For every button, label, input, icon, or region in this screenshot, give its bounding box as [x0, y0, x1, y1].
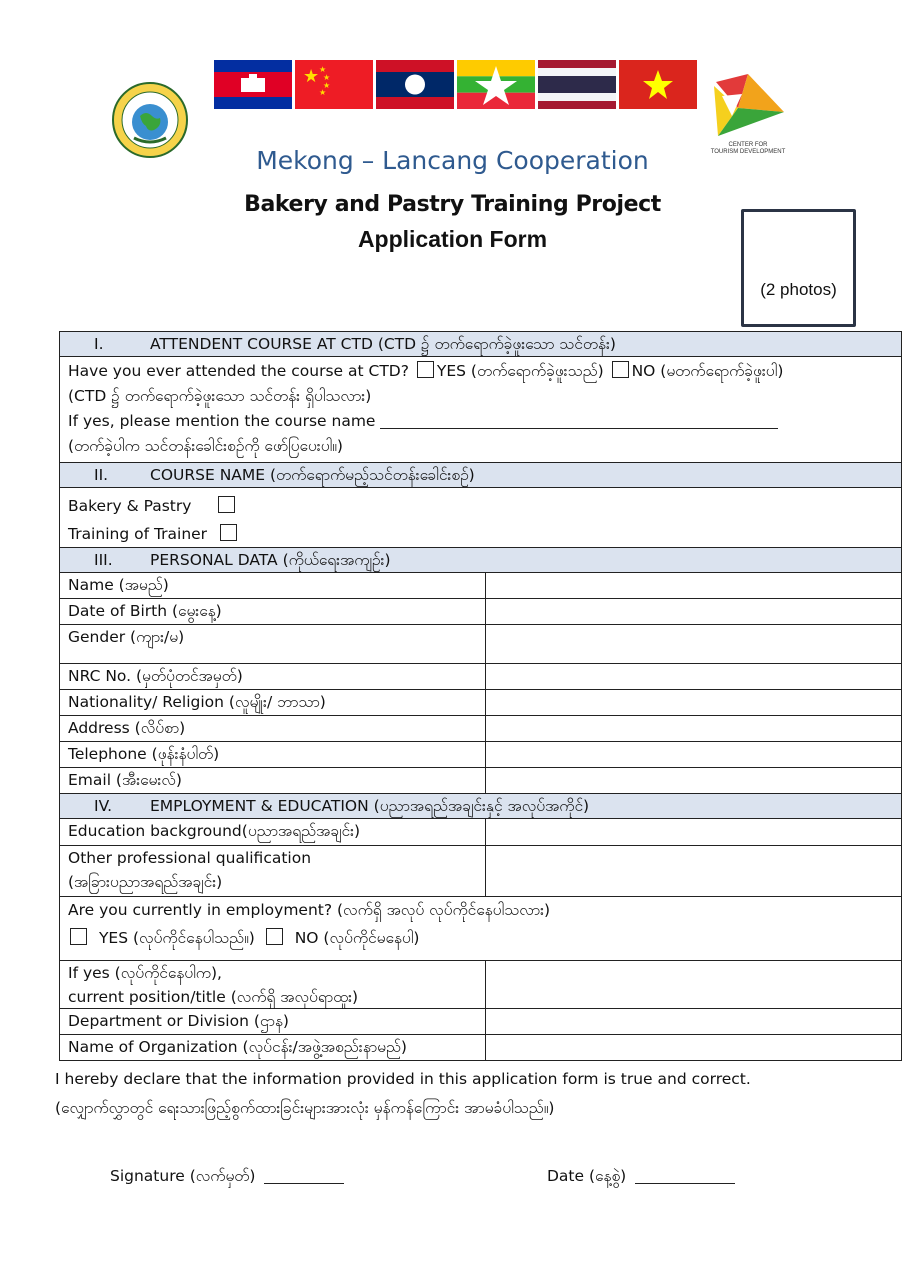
attended-question-mm: (CTD ၌ တက်ရောက်ခဲ့ဖူးသော သင်တန်း ရှိပါသလား) [68, 387, 372, 405]
name-input[interactable] [486, 573, 901, 598]
section-number: IV. [94, 797, 113, 815]
svg-text:★: ★ [319, 65, 327, 74]
organization-row [60, 1035, 901, 1060]
cambodia-flag [214, 60, 292, 109]
china-flag [295, 60, 373, 109]
attended-question: Have you ever attended the course at CTD? [68, 362, 409, 380]
gender-input[interactable] [486, 625, 901, 663]
date-field [547, 1166, 735, 1189]
signature-line[interactable] [264, 1183, 344, 1184]
application-form-table [59, 331, 902, 1061]
attended-question-block [60, 357, 901, 463]
declaration-mm: (လျှောက်လွှာတွင် ရေးသားဖြည့်စွက်ထားခြင်းများအားလုံး မှန်ကန်ကြောင်း အာမခံပါသည်။) [55, 1099, 555, 1117]
section-title: EMPLOYMENT & EDUCATION (ပညာအရည်အချင်းနှင့် အလုပ်အကိုင်) [150, 797, 590, 815]
tot-checkbox[interactable] [220, 524, 237, 541]
date-line[interactable] [635, 1183, 735, 1184]
course-option-tot[interactable] [68, 520, 893, 548]
field-label-line: If yes (လုပ်ကိုင်နေပါက), [68, 964, 222, 982]
email-input[interactable] [486, 768, 901, 793]
department-input[interactable] [486, 1009, 901, 1034]
field-label-line: Other professional qualification [68, 849, 312, 867]
svg-text:★: ★ [323, 73, 331, 82]
employed-no-label: NO (လုပ်ကိုင်မနေပါ) [294, 929, 420, 947]
nrc-input[interactable] [486, 664, 901, 689]
education-input[interactable] [486, 819, 901, 845]
employed-yes-checkbox[interactable] [70, 928, 87, 945]
section-number: III. [94, 551, 113, 569]
field-label: Education background(ပညာအရည်အချင်း) [60, 819, 486, 845]
section-header-personal [60, 548, 901, 573]
section-title: ATTENDENT COURSE AT CTD (CTD ၌ တက်ရောက်ခဲ့ဖူးသော သင်တန်း) [150, 335, 616, 353]
ctd-logo: CENTER FOR TOURISM DEVELOPMENT [708, 72, 788, 154]
date-label: Date (နေ့စွဲ) [547, 1167, 627, 1185]
course-option-label: Training of Trainer [68, 525, 208, 543]
employed-no-checkbox[interactable] [266, 928, 283, 945]
telephone-row [60, 742, 901, 768]
course-options-block [60, 488, 901, 548]
education-row [60, 819, 901, 846]
field-label: Name of Organization (လုပ်ငန်း/အဖွဲ့အစည်းနာမည်) [60, 1035, 486, 1060]
course-name-field[interactable] [380, 428, 778, 429]
section-header-course [60, 463, 901, 488]
telephone-input[interactable] [486, 742, 901, 767]
organization-input[interactable] [486, 1035, 901, 1060]
other-qualification-input[interactable] [486, 846, 901, 896]
section-header-employment [60, 794, 901, 819]
field-label-line: current position/title (လက်ရှိ အလုပ်ရာထူး) [68, 988, 359, 1006]
field-label: NRC No. (မှတ်ပုံတင်အမှတ်) [60, 664, 486, 689]
photo-label: (2 photos) [760, 280, 837, 299]
vietnam-flag [619, 60, 697, 109]
department-row [60, 1009, 901, 1035]
field-label: Email (အီးမေးလ်) [60, 768, 486, 793]
svg-text:★: ★ [323, 81, 331, 90]
course-option-label: Bakery & Pastry [68, 497, 192, 515]
email-row [60, 768, 901, 794]
attended-no-checkbox[interactable] [612, 361, 629, 378]
dob-input[interactable] [486, 599, 901, 624]
section-header-attended [60, 332, 901, 357]
gender-row [60, 625, 901, 664]
signature-field [110, 1166, 344, 1189]
member-country-flags [214, 60, 697, 109]
course-option-bakery[interactable] [68, 492, 893, 520]
field-label: Address (လိပ်စာ) [60, 716, 486, 741]
photo-box[interactable] [741, 209, 856, 327]
field-label: Telephone (ဖုန်းနံပါတ်) [60, 742, 486, 767]
field-label-line: (အခြားပညာအရည်အချင်း) [68, 873, 223, 891]
attended-yes-label: YES (တက်ရောက်ခဲ့ဖူးသည်) [436, 362, 604, 380]
address-row [60, 716, 901, 742]
other-qualification-row [60, 846, 901, 897]
field-label: Name (အမည်) [60, 573, 486, 598]
dob-row [60, 599, 901, 625]
course-name-prompt: If yes, please mention the course name [68, 412, 376, 430]
section-title: COURSE NAME (တက်ရောက်မည့်သင်တန်းခေါင်းစဉ်) [150, 466, 475, 484]
field-label: Department or Division (ဌာန) [60, 1009, 486, 1034]
course-name-prompt-mm: (တက်ခဲ့ပါက သင်တန်းခေါင်းစဉ်ကို ဖော်ပြပေးပါ။) [68, 437, 343, 455]
nationality-row [60, 690, 901, 716]
field-label: Nationality/ Religion (လူမျိုး/ ဘာသာ) [60, 690, 486, 715]
nationality-input[interactable] [486, 690, 901, 715]
name-row [60, 573, 901, 599]
thailand-flag [538, 60, 616, 109]
bakery-checkbox[interactable] [218, 496, 235, 513]
field-label: Gender (ကျား/မ) [60, 625, 486, 663]
position-input[interactable] [486, 961, 901, 1008]
nrc-row [60, 664, 901, 690]
employment-question: Are you currently in employment? (လက်ရှိ အလုပ် လုပ်ကိုင်နေပါသလား) [68, 901, 551, 919]
svg-text:★: ★ [303, 66, 320, 87]
svg-text:★: ★ [319, 88, 327, 97]
signature-label: Signature (လက်မှတ်) [110, 1167, 256, 1185]
position-row [60, 961, 901, 1009]
attended-no-label: NO (မတက်ရောက်ခဲ့ဖူးပါ) [631, 362, 784, 380]
section-title: PERSONAL DATA (ကိုယ်ရေးအကျဉ်း) [150, 551, 391, 569]
declaration-en: I hereby declare that the information provided in this application form is true and correct. [55, 1070, 751, 1088]
project-title: Bakery and Pastry Training Project [244, 192, 661, 217]
form-title: Application Form [357, 226, 548, 252]
attended-yes-checkbox[interactable] [417, 361, 434, 378]
laos-flag [376, 60, 454, 109]
employed-yes-label: YES (လုပ်ကိုင်နေပါသည်။) [98, 929, 255, 947]
field-label: Date of Birth (မွေးနေ့) [60, 599, 486, 624]
field-label [60, 961, 486, 1008]
section-number: I. [94, 335, 104, 353]
myanmar-flag [457, 60, 535, 109]
section-number: II. [94, 466, 109, 484]
field-label [60, 846, 486, 896]
mekong-title: Mekong – Lancang Cooperation [256, 146, 649, 175]
address-input[interactable] [486, 716, 901, 741]
employment-question-block [60, 897, 901, 961]
